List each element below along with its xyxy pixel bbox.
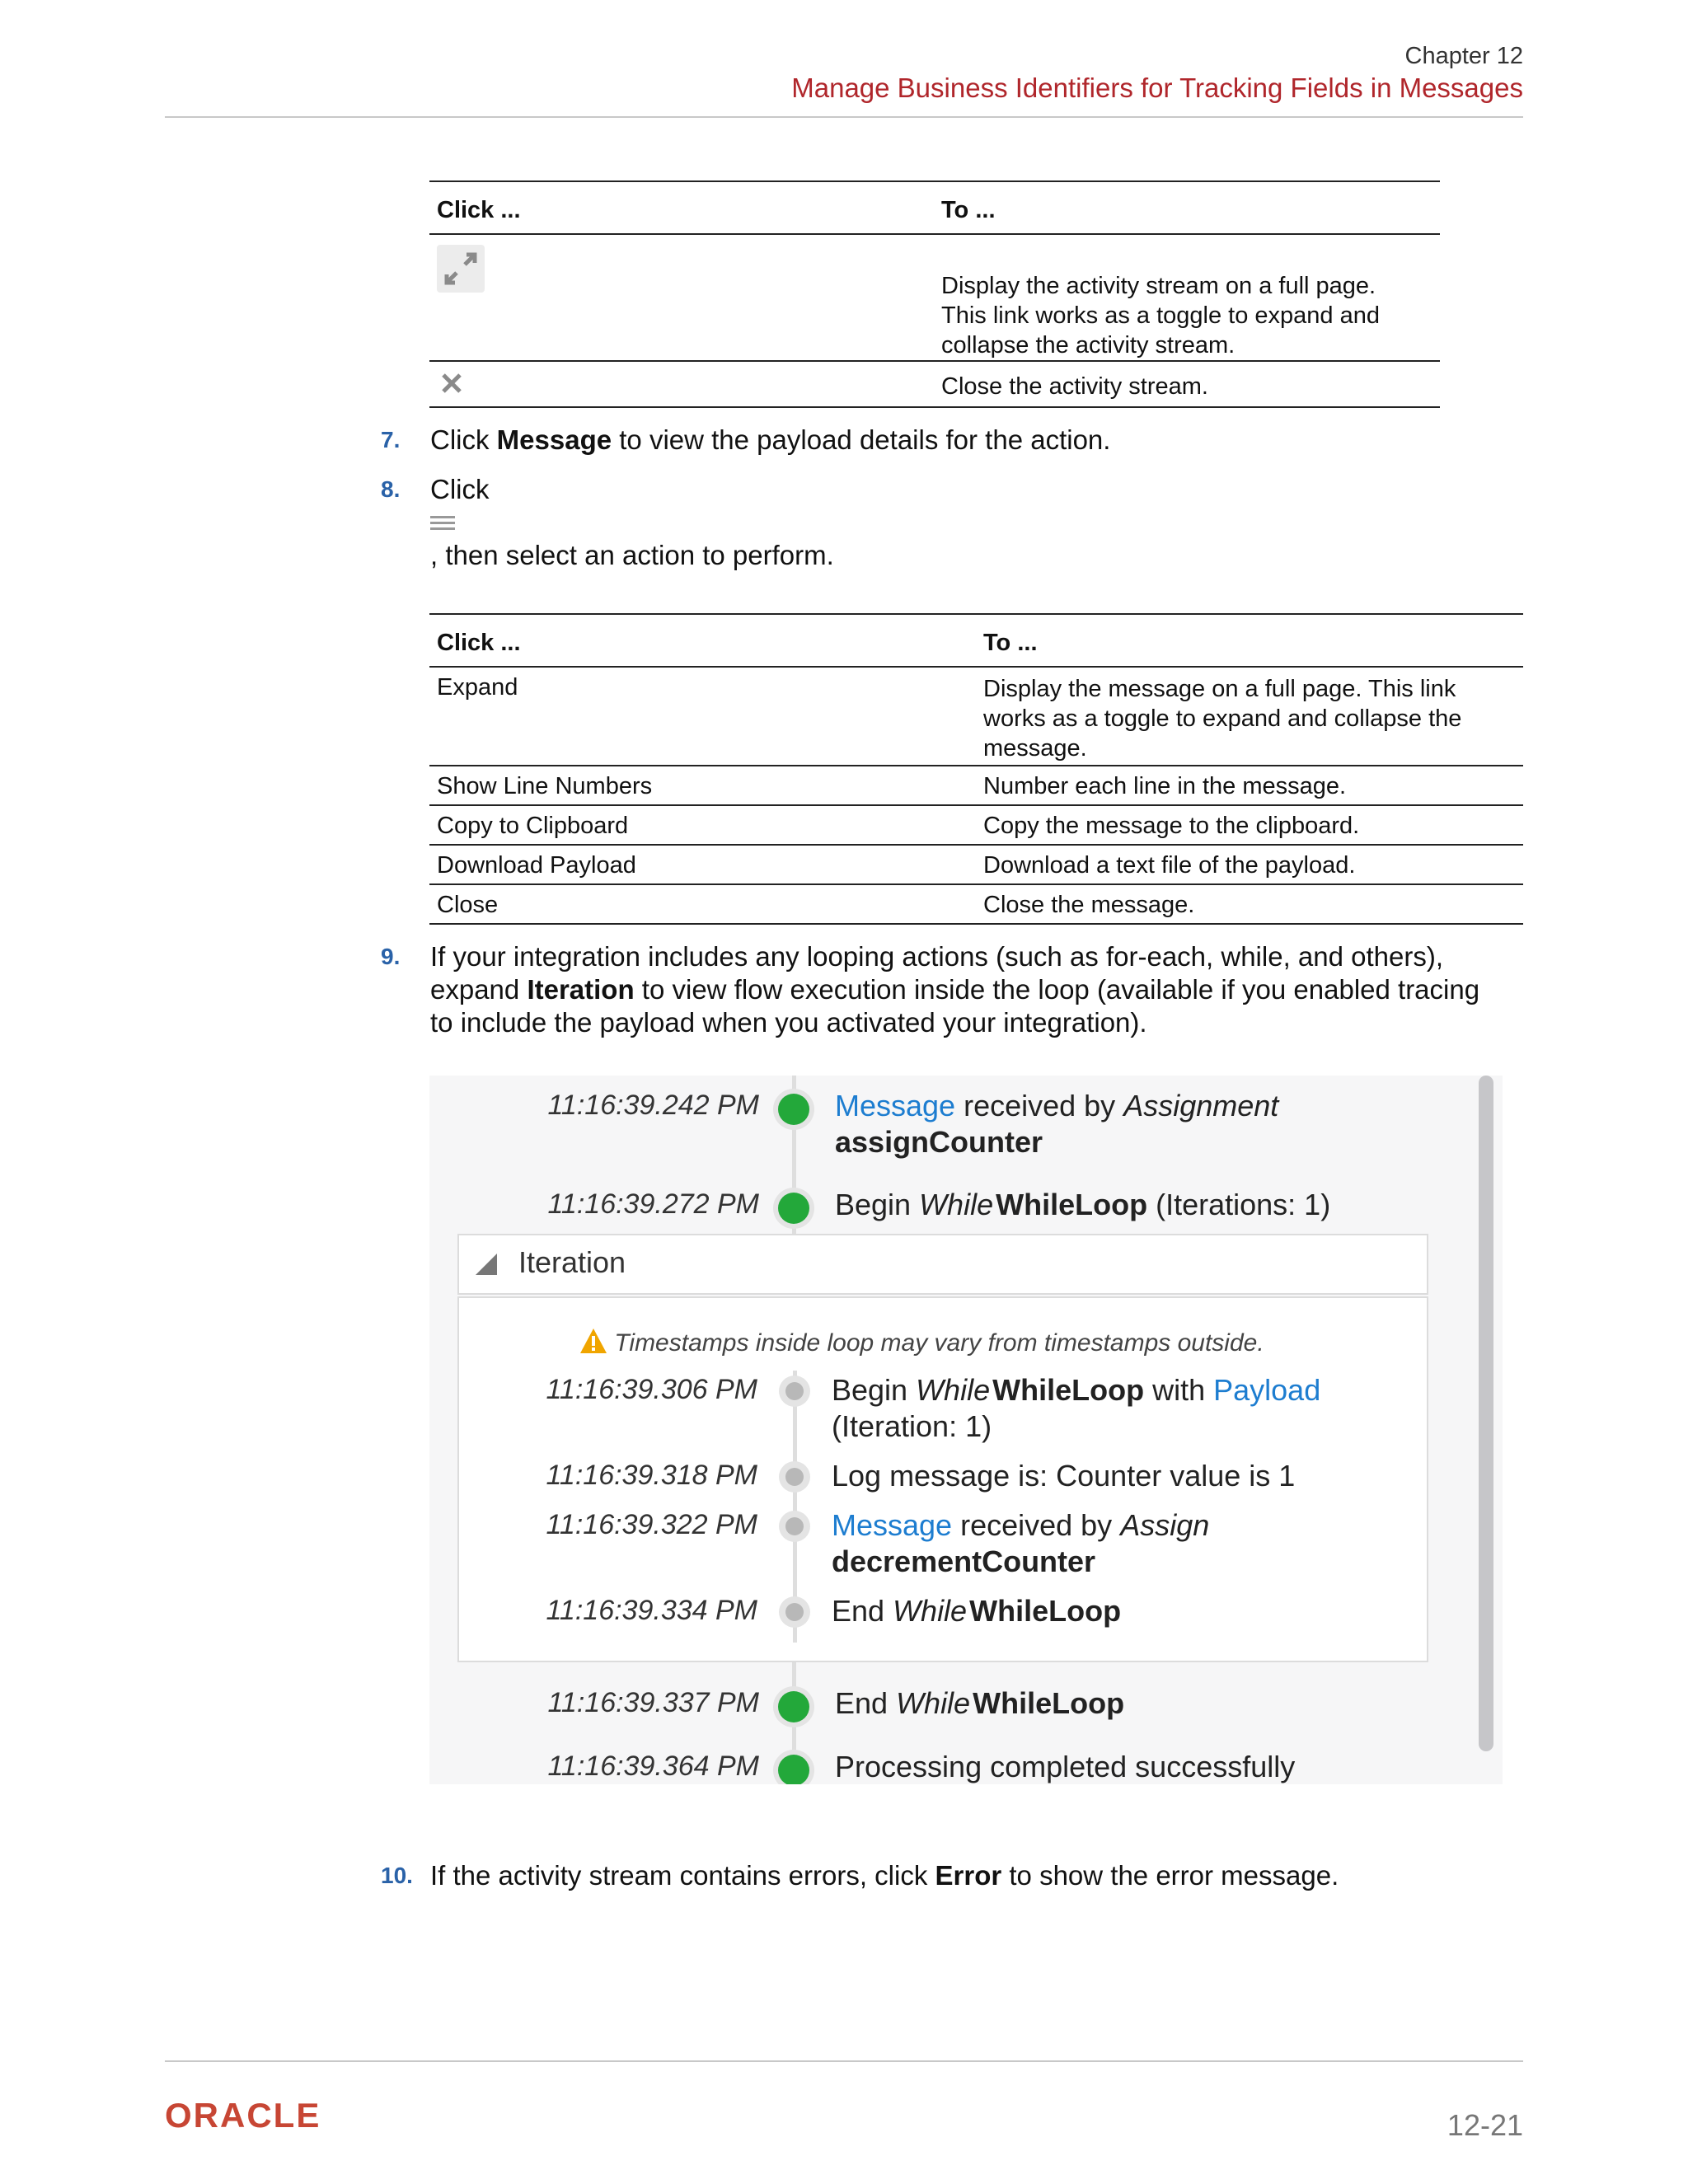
event-type: Assign <box>1120 1508 1210 1542</box>
success-status-icon <box>778 1755 809 1784</box>
table-row <box>429 884 1523 924</box>
column-header-to: To ... <box>941 197 996 223</box>
event-timestamp: 11:16:39.306 PM <box>546 1374 757 1405</box>
payload-link[interactable]: Payload <box>1213 1373 1321 1407</box>
success-status-icon <box>778 1193 809 1224</box>
step-bold-term: Error <box>935 1860 1002 1891</box>
activity-event: Processing completed successfully <box>835 1750 1296 1783</box>
expand-icon[interactable] <box>437 245 485 293</box>
table-cell-click: Copy to Clipboard <box>437 813 629 839</box>
table-cell-click: Show Line Numbers <box>437 773 653 799</box>
event-type: While <box>896 1686 971 1720</box>
event-name: WhileLoop <box>992 1373 1145 1407</box>
event-type: Assignment <box>1123 1089 1279 1122</box>
table-row <box>429 766 1523 805</box>
table-row <box>429 845 1523 884</box>
message-link[interactable]: Message <box>832 1508 953 1542</box>
message-actions-table <box>429 613 1523 925</box>
loop-warning <box>579 1328 1264 1357</box>
event-timestamp: 11:16:39.337 PM <box>547 1687 759 1718</box>
step-number: 8. <box>381 476 401 502</box>
event-timestamp: 11:16:39.318 PM <box>546 1460 757 1491</box>
table-row <box>429 361 1440 407</box>
event-timestamp: 11:16:39.322 PM <box>546 1509 757 1540</box>
iteration-label: Iteration <box>518 1245 626 1279</box>
pending-status-icon <box>785 1517 804 1535</box>
activity-event <box>832 1372 1320 1445</box>
warning-icon <box>579 1328 607 1354</box>
oracle-logo <box>165 2097 354 2138</box>
event-name: WhileLoop <box>969 1594 1122 1628</box>
page-number: 12-21 <box>1447 2108 1523 2142</box>
activity-event <box>832 1507 1209 1580</box>
success-status-icon <box>778 1691 809 1722</box>
event-text: (Iterations: 1) <box>1147 1188 1331 1221</box>
table-cell-to: Close the activity stream. <box>941 373 1208 400</box>
step-bold-term: Iteration <box>527 974 635 1005</box>
event-text: received by <box>955 1089 1124 1122</box>
section-title: Manage Business Identifiers for Tracking Fields in Messages <box>791 73 1523 103</box>
pending-status-icon <box>785 1603 804 1621</box>
step-text: to view flow execution inside the loop (available if you enabled tracing to include the payload when you activated your integration). <box>430 974 1480 1038</box>
table-cell-to: Display the activity stream on a full page. This link works as a toggle to expand and collapse the activity stream. <box>941 273 1380 359</box>
column-header-to: To ... <box>983 630 1038 656</box>
event-timestamp: 11:16:39.242 PM <box>547 1090 759 1121</box>
activity-event <box>832 1593 1121 1629</box>
event-name: decrementCounter <box>832 1544 1096 1578</box>
activity-event <box>835 1088 1278 1160</box>
step-text: to view the payload details for the action. <box>612 424 1111 455</box>
success-status-icon <box>778 1094 809 1125</box>
header-divider <box>165 116 1523 118</box>
iteration-toggle[interactable] <box>457 1234 1428 1295</box>
event-text: (Iteration: 1) <box>832 1409 992 1443</box>
event-text: Begin <box>832 1373 917 1407</box>
column-header-click: Click ... <box>437 630 521 656</box>
event-type: While <box>916 1373 991 1407</box>
event-text: End <box>832 1594 893 1628</box>
event-timestamp: 11:16:39.334 PM <box>546 1595 757 1626</box>
activity-event: Log message is: Counter value is 1 <box>832 1459 1296 1493</box>
chapter-label: Chapter 12 <box>1404 43 1523 69</box>
table-cell-click: Download Payload <box>437 852 636 879</box>
pending-status-icon <box>785 1468 804 1486</box>
event-text: End <box>835 1686 897 1720</box>
event-timestamp: 11:16:39.364 PM <box>547 1750 759 1782</box>
footer-divider <box>165 2060 1523 2062</box>
activity-stream-screenshot <box>429 1076 1503 1784</box>
event-text: with <box>1144 1373 1214 1407</box>
event-text: Begin <box>835 1188 920 1221</box>
collapse-triangle-icon[interactable] <box>474 1252 499 1277</box>
hamburger-menu-icon[interactable] <box>430 506 457 539</box>
table-row <box>429 234 1440 361</box>
step-text: If the activity stream contains errors, click <box>430 1860 935 1891</box>
step-text: Click <box>430 424 497 455</box>
event-type: While <box>919 1188 994 1221</box>
table-cell-to: Close the message. <box>983 892 1195 918</box>
oracle-logo-text: ORACLE <box>165 2097 321 2134</box>
table-cell-click: Close <box>437 892 499 918</box>
table-cell-to: Number each line in the message. <box>983 773 1347 799</box>
activity-stream-actions-table <box>429 180 1440 408</box>
step-number: 7. <box>381 427 401 452</box>
step-text: If your integration includes any looping actions (such as for-each, while, and others), expand <box>430 941 1444 1005</box>
table-cell-to: Download a text file of the payload. <box>983 852 1356 879</box>
event-name: WhileLoop <box>996 1188 1148 1221</box>
table-cell-to: Copy the message to the clipboard. <box>983 813 1360 839</box>
step-number: 10. <box>381 1863 413 1888</box>
column-header-click: Click ... <box>437 197 521 223</box>
event-text: received by <box>952 1508 1121 1542</box>
warning-text: Timestamps inside loop may vary from timestamps outside. <box>614 1329 1264 1357</box>
table-row <box>429 805 1523 845</box>
pending-status-icon <box>785 1382 804 1400</box>
step-text: Click <box>430 474 490 504</box>
table-cell-to: Display the message on a full page. This link works as a toggle to expand and collapse the message. <box>983 676 1462 762</box>
activity-event <box>835 1187 1330 1223</box>
scrollbar[interactable] <box>1479 1076 1493 1751</box>
message-link[interactable]: Message <box>835 1089 956 1122</box>
step-text: , then select an action to perform. <box>430 540 834 570</box>
event-type: While <box>893 1594 968 1628</box>
event-name: assignCounter <box>835 1125 1043 1159</box>
table-row <box>429 667 1523 766</box>
close-icon[interactable] <box>437 368 467 398</box>
step-text: to show the error message. <box>1001 1860 1339 1891</box>
event-timestamp: 11:16:39.272 PM <box>547 1188 759 1220</box>
iteration-panel <box>457 1296 1428 1662</box>
step-number: 9. <box>381 944 401 969</box>
timeline-line <box>793 1371 797 1643</box>
event-name: WhileLoop <box>973 1686 1125 1720</box>
activity-event <box>835 1685 1124 1722</box>
table-cell-click: Expand <box>437 674 518 701</box>
step-bold-term: Message <box>496 424 612 455</box>
